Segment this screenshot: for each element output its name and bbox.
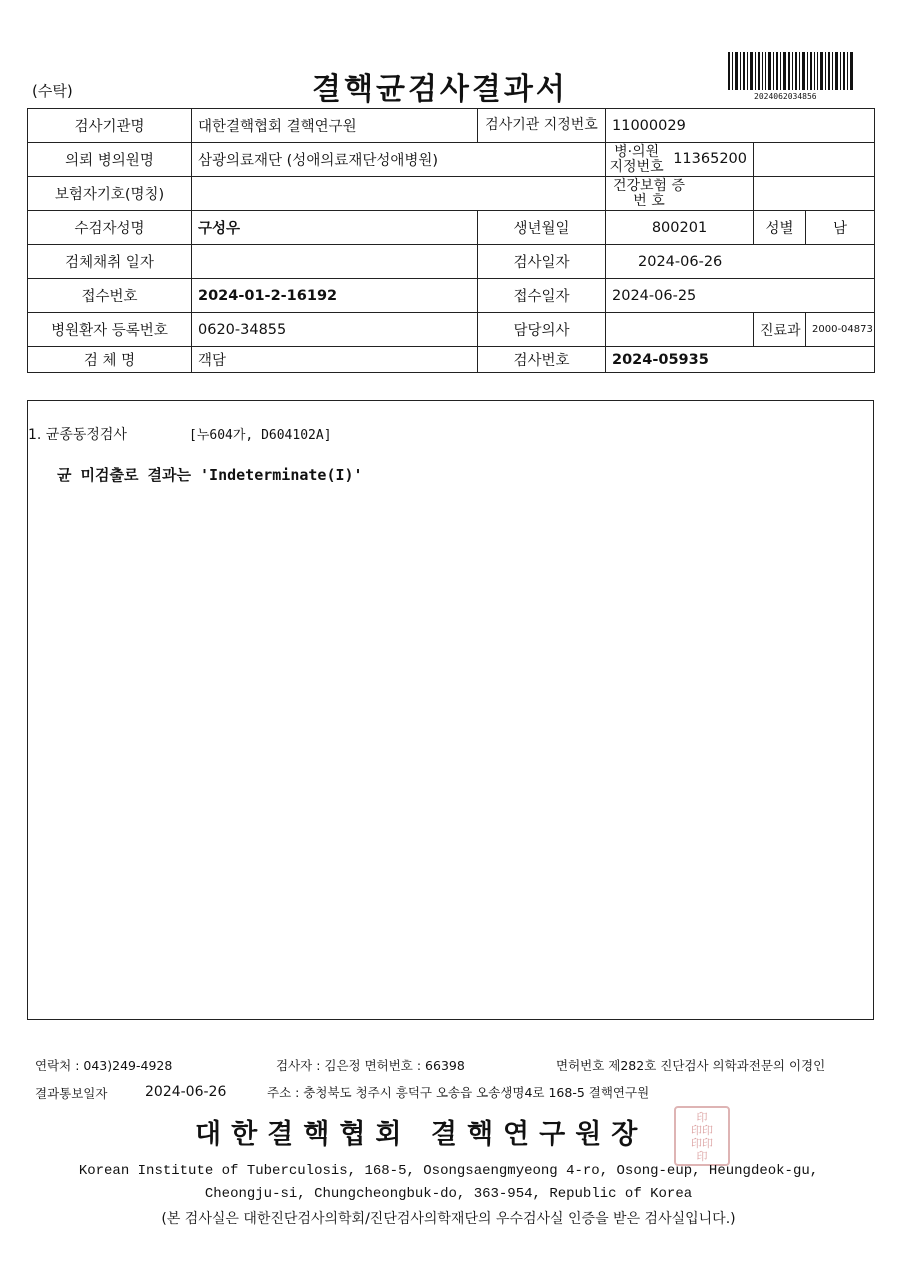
lab-id-value: 11000029 bbox=[606, 109, 875, 143]
hospital-id-label bbox=[606, 143, 754, 177]
test-code: [누604가, D604102A] bbox=[189, 428, 332, 443]
specimen-label: 검 체 명 bbox=[28, 347, 192, 373]
patient-info-table bbox=[27, 108, 875, 373]
collect-date-value bbox=[192, 245, 478, 279]
official-seal-icon: 印 印印 印印 印 bbox=[674, 1106, 730, 1166]
dob-label: 생년월일 bbox=[478, 211, 606, 245]
dob-value: 800201 bbox=[606, 211, 754, 245]
table-row bbox=[28, 143, 875, 177]
table-row bbox=[28, 245, 875, 279]
accession-label: 접수번호 bbox=[28, 279, 192, 313]
receipt-date-value: 2024-06-25 bbox=[606, 279, 875, 313]
barcode-number: 2024062034856 bbox=[754, 92, 817, 101]
test-no-value: 2024-05935 bbox=[606, 347, 875, 373]
test-date-value: 2024-06-26 bbox=[606, 245, 875, 279]
patient-name-value: 구성우 bbox=[192, 211, 478, 245]
table-row bbox=[28, 177, 875, 211]
result-text: 균 미검출로 결과는 'Indeterminate(I)' bbox=[57, 466, 363, 484]
insurer-value bbox=[192, 177, 606, 211]
specimen-value: 객담 bbox=[192, 347, 478, 373]
hospital-label: 의뢰 병의원명 bbox=[28, 143, 192, 177]
hospital-id-label-text: 병·의원 지정번호 bbox=[609, 143, 664, 175]
lab-name-label: 검사기관명 bbox=[28, 109, 192, 143]
receipt-date-label: 접수일자 bbox=[478, 279, 606, 313]
lab-name-value: 대한결핵협회 결핵연구원 bbox=[192, 109, 478, 143]
patient-reg-value: 0620-34855 bbox=[192, 313, 478, 347]
insurer-label: 보험자기호(명칭) bbox=[28, 177, 192, 211]
sex-value: 남 bbox=[806, 211, 875, 245]
table-row bbox=[28, 109, 875, 143]
doctor-label: 담당의사 bbox=[478, 313, 606, 347]
table-row bbox=[28, 313, 875, 347]
examiner-info: 검사자 : 김은정 면허번호 : 66398 bbox=[276, 1058, 465, 1073]
english-address-line-1: Korean Institute of Tuberculosis, 168-5, Osongsaengmyeong 4-ro, Osong-eup, Heungdeok-gu, bbox=[78, 1163, 819, 1179]
result-box bbox=[27, 400, 874, 1020]
document-title: 결핵균검사결과서 bbox=[312, 72, 568, 107]
dept-label: 진료과 bbox=[754, 313, 806, 347]
collect-date-label: 검체채취 일자 bbox=[28, 245, 192, 279]
specialist-info: 면허번호 제282호 진단검사 의학과전문의 이경인 bbox=[556, 1058, 826, 1073]
health-ins-label bbox=[606, 177, 754, 211]
lab-id-label: 검사기관 지정번호 bbox=[478, 109, 606, 143]
table-row bbox=[28, 279, 875, 313]
organization-name: 대한결핵협회 결핵연구원장 bbox=[195, 1119, 648, 1150]
hospital-id-blank bbox=[754, 143, 875, 177]
report-date-value: 2024-06-26 bbox=[145, 1084, 227, 1100]
patient-name-label: 수검자성명 bbox=[28, 211, 192, 245]
consignment-label: (수탁) bbox=[32, 82, 73, 100]
report-date-label: 결과통보일자 bbox=[35, 1086, 108, 1101]
address: 주소 : 충청북도 청주시 흥덕구 오송읍 오송생명4로 168-5 결핵연구원 bbox=[267, 1085, 650, 1100]
english-address bbox=[0, 1160, 897, 1206]
table-row bbox=[28, 211, 875, 245]
hospital-id-value: 11365200 bbox=[673, 151, 747, 167]
contact-info: 연락처 : 043)249-4928 bbox=[35, 1058, 173, 1073]
dept-value: 2000-04873 bbox=[806, 313, 875, 347]
doctor-value bbox=[606, 313, 754, 347]
test-name: 1. 균종동정검사 bbox=[28, 427, 127, 443]
hospital-value: 삼광의료재단 (성애의료재단성애병원) bbox=[192, 143, 606, 177]
health-ins-value bbox=[754, 177, 875, 211]
patient-reg-label: 병원환자 등록번호 bbox=[28, 313, 192, 347]
barcode-icon bbox=[728, 52, 854, 90]
english-address-line-2: Cheongju-si, Chungcheongbuk-do, 363-954, Republic of Korea bbox=[204, 1186, 693, 1202]
accession-value: 2024-01-2-16192 bbox=[192, 279, 478, 313]
test-date-label: 검사일자 bbox=[478, 245, 606, 279]
sex-label: 성별 bbox=[754, 211, 806, 245]
table-row bbox=[28, 347, 875, 373]
test-no-label: 검사번호 bbox=[478, 347, 606, 373]
health-ins-label-text: 건강보험 증 번 호 bbox=[612, 177, 686, 209]
certification-note: (본 검사실은 대한진단검사의학회/진단검사의학재단의 우수검사실 인증을 받은 검사실입니다.) bbox=[161, 1211, 736, 1227]
